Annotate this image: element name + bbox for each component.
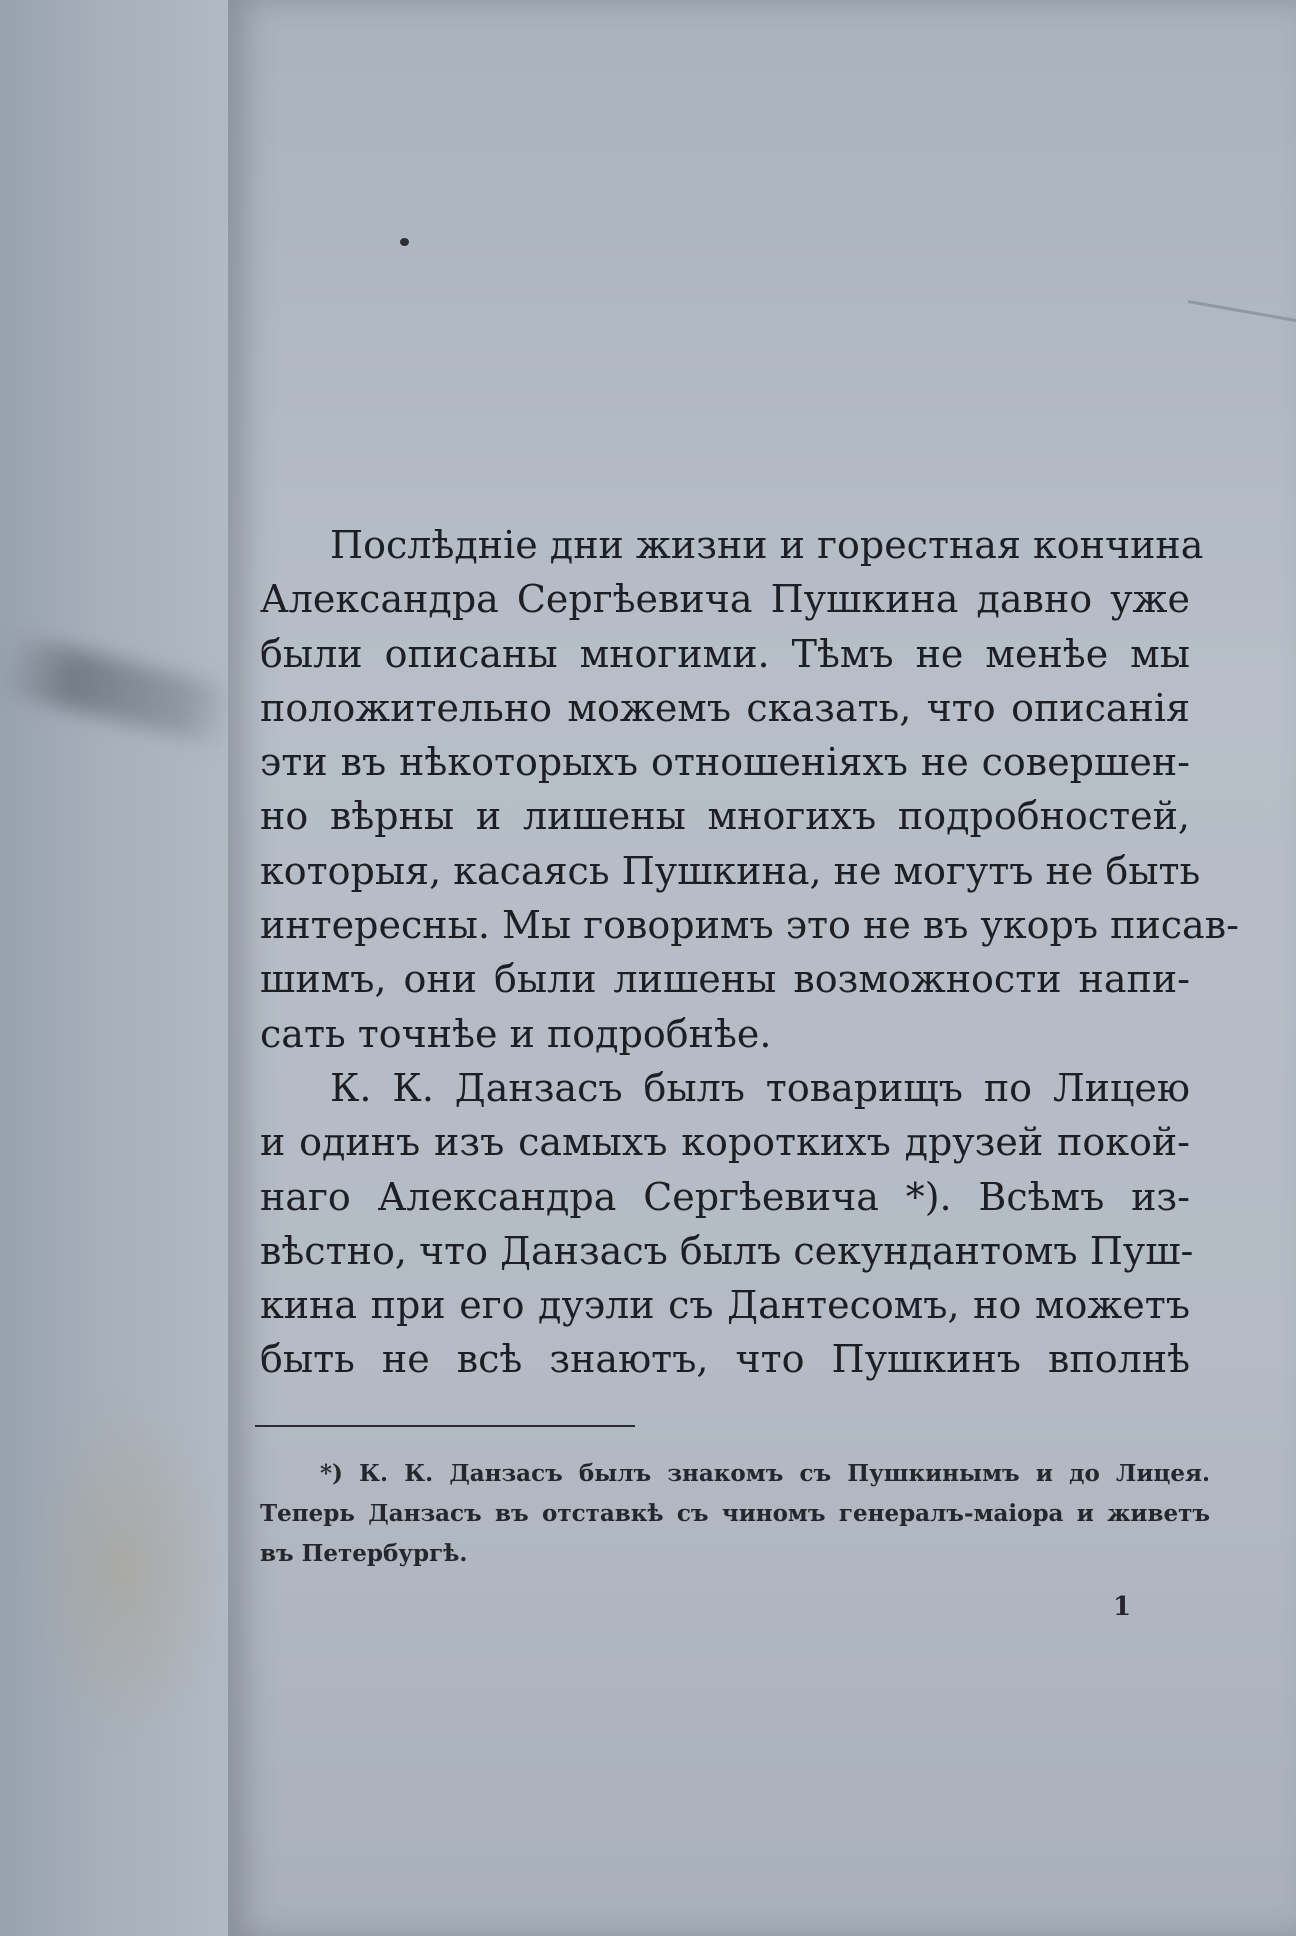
text-line: шимъ, они были лишены возможности напи- xyxy=(260,957,1190,1002)
page-crease xyxy=(1188,300,1296,361)
text-line: были описаны многими. Тѣмъ не менѣе мы xyxy=(260,631,1190,676)
text-line: быть не всѣ знаютъ, что Пушкинъ вполнѣ xyxy=(260,1337,1190,1382)
footnote-line: Теперь Данзасъ въ отставкѣ съ чиномъ генералъ-маіора и живетъ xyxy=(260,1500,1210,1527)
text-line: эти въ нѣкоторыхъ отношеніяхъ не совершен- xyxy=(260,740,1190,785)
text-line: и одинъ изъ самыхъ короткихъ друзей покой- xyxy=(260,1120,1190,1165)
text-line: которыя, касаясь Пушкина, не могутъ не быть xyxy=(260,848,1201,893)
text-line: вѣстно, что Данзасъ былъ секундантомъ Пуш- xyxy=(260,1228,1194,1273)
footnote-line: въ Петербургѣ. xyxy=(260,1540,468,1567)
paper-stain xyxy=(20,1380,230,1760)
footnote-line: *) К. К. Данзасъ былъ знакомъ съ Пушкинымъ и до Лицея. xyxy=(320,1460,1210,1487)
text-line: К. К. Данзасъ былъ товарищъ по Лицею xyxy=(330,1065,1190,1110)
text-line: Послѣдніе дни жизни и горестная кончина xyxy=(330,523,1204,567)
footnote xyxy=(260,1454,1210,1574)
text-line: но вѣрны и лишены многихъ подробностей, xyxy=(260,794,1190,839)
text-line: наго Александра Сергѣевича *). Всѣмъ из- xyxy=(260,1174,1190,1219)
footnote-divider xyxy=(255,1425,635,1427)
text-line: Александра Сергѣевича Пушкина давно уже xyxy=(260,577,1190,622)
text-line: интересны. Мы говоримъ это не въ укоръ писав- xyxy=(260,903,1239,948)
page-number: 1 xyxy=(1113,1592,1132,1622)
text-line: положительно можемъ сказать, что описанія xyxy=(260,685,1190,730)
text-line: сать точнѣе и подробнѣе. xyxy=(260,1011,772,1056)
text-line: кина при его дуэли съ Дантесомъ, но можетъ xyxy=(260,1283,1190,1328)
main-text xyxy=(260,518,1239,1387)
ink-dot xyxy=(400,238,409,246)
